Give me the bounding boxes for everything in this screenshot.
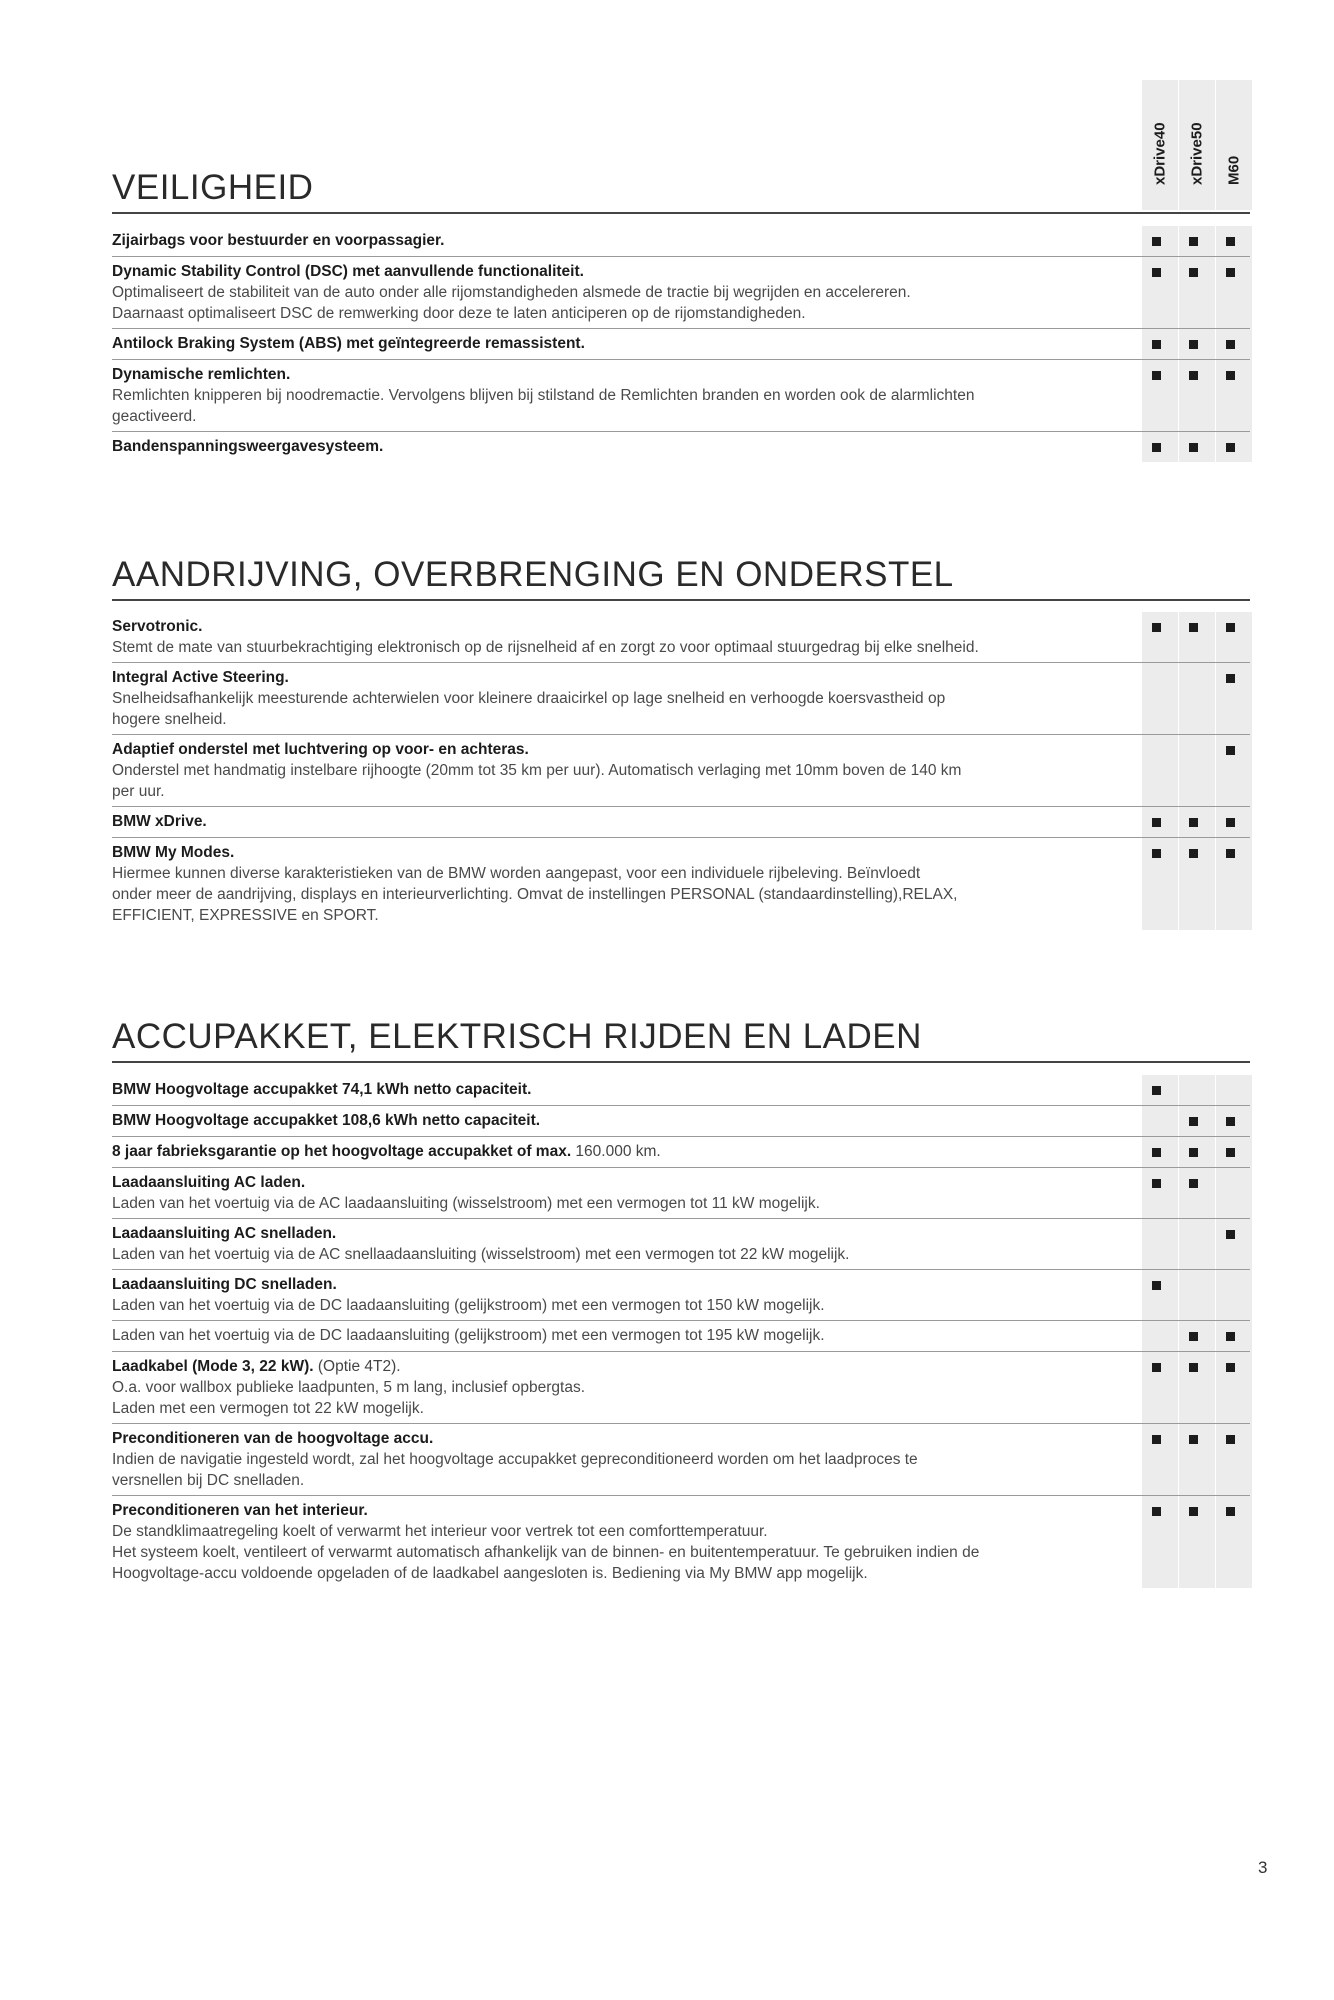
row-text xyxy=(112,230,1122,251)
row-title: Bandenspanningsweergavesysteem. xyxy=(112,438,384,455)
standard-mark-icon xyxy=(1189,1332,1198,1341)
standard-mark-icon xyxy=(1226,1117,1235,1126)
row-title: Adaptief onderstel met luchtvering op voor- en achteras. xyxy=(112,741,529,758)
standard-mark-icon xyxy=(1152,443,1161,452)
availability-marks xyxy=(1139,438,1250,458)
standard-mark-icon xyxy=(1152,371,1161,380)
standard-mark-icon xyxy=(1189,1117,1198,1126)
row-title: 8 jaar fabrieksgarantie op het hoogvoltage accupakket of max. xyxy=(112,1143,572,1160)
standard-mark-icon xyxy=(1189,268,1198,277)
table-row xyxy=(112,1352,1250,1424)
availability-marks xyxy=(1139,263,1250,283)
row-title: BMW xDrive. xyxy=(112,813,207,830)
availability-marks xyxy=(1139,335,1250,355)
row-text xyxy=(112,436,1122,457)
row-text xyxy=(112,1079,1122,1100)
row-text xyxy=(112,1141,1122,1162)
table-row xyxy=(112,1321,1250,1352)
table-row xyxy=(112,1496,1250,1588)
row-description: Hoogvoltage-accu voldoende opgeladen of de laadkabel aangesloten is. Bediening via My BMW app mogelijk. xyxy=(112,1565,868,1582)
row-text xyxy=(112,1223,1122,1265)
row-text xyxy=(112,616,1122,658)
standard-mark-icon xyxy=(1152,237,1161,246)
column-label: xDrive40 xyxy=(1151,122,1169,185)
table-row xyxy=(112,1168,1250,1219)
availability-marks xyxy=(1139,669,1250,689)
row-text xyxy=(112,811,1122,832)
standard-mark-icon xyxy=(1152,818,1161,827)
standard-mark-icon xyxy=(1189,371,1198,380)
row-title: Laadaansluiting AC snelladen. xyxy=(112,1225,337,1242)
row-description: Laden met een vermogen tot 22 kW mogelijk. xyxy=(112,1400,424,1417)
standard-mark-icon xyxy=(1189,623,1198,632)
standard-mark-icon xyxy=(1226,443,1235,452)
section-title-veiligheid: VEILIGHEID xyxy=(112,168,1250,214)
row-description: hogere snelheid. xyxy=(112,711,227,728)
table-row xyxy=(112,1424,1250,1496)
row-title: Dynamische remlichten. xyxy=(112,366,291,383)
section-rows-aandrijving xyxy=(112,612,1250,930)
row-title: Antilock Braking System (ABS) met geïntegreerde remassistent. xyxy=(112,335,585,352)
availability-marks xyxy=(1139,1225,1250,1245)
row-text xyxy=(112,261,1122,324)
standard-mark-icon xyxy=(1226,1148,1235,1157)
row-text xyxy=(112,667,1122,730)
table-row xyxy=(112,1219,1250,1270)
availability-marks xyxy=(1139,232,1250,252)
standard-mark-icon xyxy=(1226,371,1235,380)
row-text xyxy=(112,1356,1122,1419)
row-text xyxy=(112,333,1122,354)
standard-mark-icon xyxy=(1226,1435,1235,1444)
table-row xyxy=(112,226,1250,257)
row-title: Dynamic Stability Control (DSC) met aanvullende functionaliteit. xyxy=(112,263,584,280)
availability-marks xyxy=(1139,1112,1250,1132)
row-description: Stemt de mate van stuurbekrachtiging elektronisch op de rijsnelheid af en zorgt zo voor optimaal stuurgedrag bij elke snelheid. xyxy=(112,639,979,656)
availability-marks xyxy=(1139,1174,1250,1194)
table-row xyxy=(112,1106,1250,1137)
row-text xyxy=(112,1325,1122,1346)
section-title-accupakket: ACCUPAKKET, ELEKTRISCH RIJDEN EN LADEN xyxy=(112,1017,1250,1063)
availability-marks xyxy=(1139,1276,1250,1296)
standard-mark-icon xyxy=(1152,1363,1161,1372)
standard-mark-icon xyxy=(1152,623,1161,632)
standard-mark-icon xyxy=(1152,1148,1161,1157)
row-description: versnellen bij DC snelladen. xyxy=(112,1472,305,1489)
availability-marks xyxy=(1139,844,1250,864)
table-row xyxy=(112,1075,1250,1106)
standard-mark-icon xyxy=(1226,674,1235,683)
row-description: Indien de navigatie ingesteld wordt, zal het hoogvoltage accupakket gepreconditioneerd worden om het laadproces te xyxy=(112,1451,918,1468)
standard-mark-icon xyxy=(1189,1435,1198,1444)
row-title: BMW My Modes. xyxy=(112,844,235,861)
row-description: EFFICIENT, EXPRESSIVE en SPORT. xyxy=(112,907,379,924)
standard-mark-icon xyxy=(1189,818,1198,827)
standard-mark-icon xyxy=(1226,623,1235,632)
section-rows-veiligheid xyxy=(112,226,1250,462)
row-title: Zijairbags voor bestuurder en voorpassagier. xyxy=(112,232,445,249)
section-rows-accupakket xyxy=(112,1075,1250,1588)
standard-mark-icon xyxy=(1226,818,1235,827)
table-row xyxy=(112,329,1250,360)
availability-marks xyxy=(1139,1143,1250,1163)
row-description: O.a. voor wallbox publieke laadpunten, 5 m lang, inclusief opbergtas. xyxy=(112,1379,586,1396)
standard-mark-icon xyxy=(1152,849,1161,858)
standard-mark-icon xyxy=(1226,746,1235,755)
table-row xyxy=(112,432,1250,462)
standard-mark-icon xyxy=(1152,1086,1161,1095)
standard-mark-icon xyxy=(1226,1230,1235,1239)
table-row xyxy=(112,1137,1250,1168)
row-text xyxy=(112,739,1122,802)
standard-mark-icon xyxy=(1226,237,1235,246)
standard-mark-icon xyxy=(1226,340,1235,349)
standard-mark-icon xyxy=(1189,1363,1198,1372)
row-description: Remlichten knipperen bij noodremactie. Vervolgens blijven bij stilstand de Remlichten branden en worden ook de alarmlichten xyxy=(112,387,975,404)
row-title: Laadaansluiting DC snelladen. xyxy=(112,1276,337,1293)
row-text xyxy=(112,1274,1122,1316)
standard-mark-icon xyxy=(1189,1148,1198,1157)
row-description: Optimaliseert de stabiliteit van de auto onder alle rijomstandigheden alsmede de tractie bij wegrijden en accelereren. xyxy=(112,284,911,301)
row-description: Hiermee kunnen diverse karakteristieken van de BMW worden aangepast, voor een individuele rijbeleving. Beïnvloedt xyxy=(112,865,921,882)
standard-mark-icon xyxy=(1189,1507,1198,1516)
row-description: Onderstel met handmatig instelbare rijhoogte (20mm tot 35 km per uur). Automatisch verlaging met 10mm boven de 140 km xyxy=(112,762,962,779)
page-number: 3 xyxy=(1258,1858,1268,1877)
row-title: Preconditioneren van de hoogvoltage accu. xyxy=(112,1430,434,1447)
availability-marks xyxy=(1139,741,1250,761)
row-title: Servotronic. xyxy=(112,618,203,635)
row-extra: 160.000 km. xyxy=(571,1143,661,1160)
standard-mark-icon xyxy=(1226,849,1235,858)
availability-marks xyxy=(1139,813,1250,833)
availability-marks xyxy=(1139,1358,1250,1378)
standard-mark-icon xyxy=(1226,268,1235,277)
table-row xyxy=(112,360,1250,432)
standard-mark-icon xyxy=(1152,1179,1161,1188)
row-description: Laden van het voertuig via de DC laadaansluiting (gelijkstroom) met een vermogen tot 150 kW mogelijk. xyxy=(112,1297,825,1314)
standard-mark-icon xyxy=(1152,1507,1161,1516)
row-description: Laden van het voertuig via de AC laadaansluiting (wisselstroom) met een vermogen tot 11 kW mogelijk. xyxy=(112,1195,820,1212)
row-extra: (Optie 4T2). xyxy=(313,1358,401,1375)
table-row xyxy=(112,612,1250,663)
row-title: BMW Hoogvoltage accupakket 108,6 kWh netto capaciteit. xyxy=(112,1112,541,1129)
table-row xyxy=(112,807,1250,838)
standard-mark-icon xyxy=(1152,340,1161,349)
table-row xyxy=(112,663,1250,735)
row-description: Laden van het voertuig via de AC snellaadaansluiting (wisselstroom) met een vermogen tot 22 kW mogelijk. xyxy=(112,1246,850,1263)
standard-mark-icon xyxy=(1226,1507,1235,1516)
row-description: Daarnaast optimaliseert DSC de remwerking door deze te laten anticiperen op de rijomstandigheden. xyxy=(112,305,806,322)
row-text xyxy=(112,1110,1122,1131)
availability-marks xyxy=(1139,366,1250,386)
row-title: Laadkabel (Mode 3, 22 kW). xyxy=(112,1358,314,1375)
standard-mark-icon xyxy=(1189,849,1198,858)
column-label: xDrive50 xyxy=(1188,122,1206,185)
availability-marks xyxy=(1139,1327,1250,1347)
standard-mark-icon xyxy=(1189,443,1198,452)
row-title: Integral Active Steering. xyxy=(112,669,289,686)
row-text xyxy=(112,364,1122,427)
table-row xyxy=(112,1270,1250,1321)
row-description: De standklimaatregeling koelt of verwarmt het interieur voor vertrek tot een comforttemperatuur. xyxy=(112,1523,768,1540)
row-description: Laden van het voertuig via de DC laadaansluiting (gelijkstroom) met een vermogen tot 195 kW mogelijk. xyxy=(112,1327,825,1344)
row-description: geactiveerd. xyxy=(112,408,197,425)
table-row xyxy=(112,257,1250,329)
table-row xyxy=(112,838,1250,930)
section-title-aandrijving: AANDRIJVING, OVERBRENGING EN ONDERSTEL xyxy=(112,555,1250,601)
row-description: per uur. xyxy=(112,783,165,800)
standard-mark-icon xyxy=(1189,340,1198,349)
availability-marks xyxy=(1139,618,1250,638)
row-title: Preconditioneren van het interieur. xyxy=(112,1502,368,1519)
row-text xyxy=(112,842,1122,926)
row-title: Laadaansluiting AC laden. xyxy=(112,1174,306,1191)
row-title: BMW Hoogvoltage accupakket 74,1 kWh netto capaciteit. xyxy=(112,1081,532,1098)
row-description: onder meer de aandrijving, displays en interieurverlichting. Omvat de instellingen PERSONAL (standaardinstelling),RELAX, xyxy=(112,886,958,903)
row-text xyxy=(112,1428,1122,1491)
availability-marks xyxy=(1139,1502,1250,1522)
standard-mark-icon xyxy=(1152,268,1161,277)
column-label: M60 xyxy=(1225,155,1243,185)
table-row xyxy=(112,735,1250,807)
standard-mark-icon xyxy=(1226,1332,1235,1341)
availability-marks xyxy=(1139,1081,1250,1101)
standard-mark-icon xyxy=(1226,1363,1235,1372)
standard-mark-icon xyxy=(1152,1435,1161,1444)
standard-mark-icon xyxy=(1189,237,1198,246)
row-description: Het systeem koelt, ventileert of verwarmt automatisch afhankelijk van de binnen- en buitentemperatuur. Te gebruiken indien de xyxy=(112,1544,980,1561)
row-text xyxy=(112,1172,1122,1214)
row-description: Snelheidsafhankelijk meesturende achterwielen voor kleinere draaicirkel op lage snelheid en verhoogde koersvastheid op xyxy=(112,690,946,707)
standard-mark-icon xyxy=(1152,1281,1161,1290)
row-text xyxy=(112,1500,1122,1584)
availability-marks xyxy=(1139,1430,1250,1450)
standard-mark-icon xyxy=(1189,1179,1198,1188)
